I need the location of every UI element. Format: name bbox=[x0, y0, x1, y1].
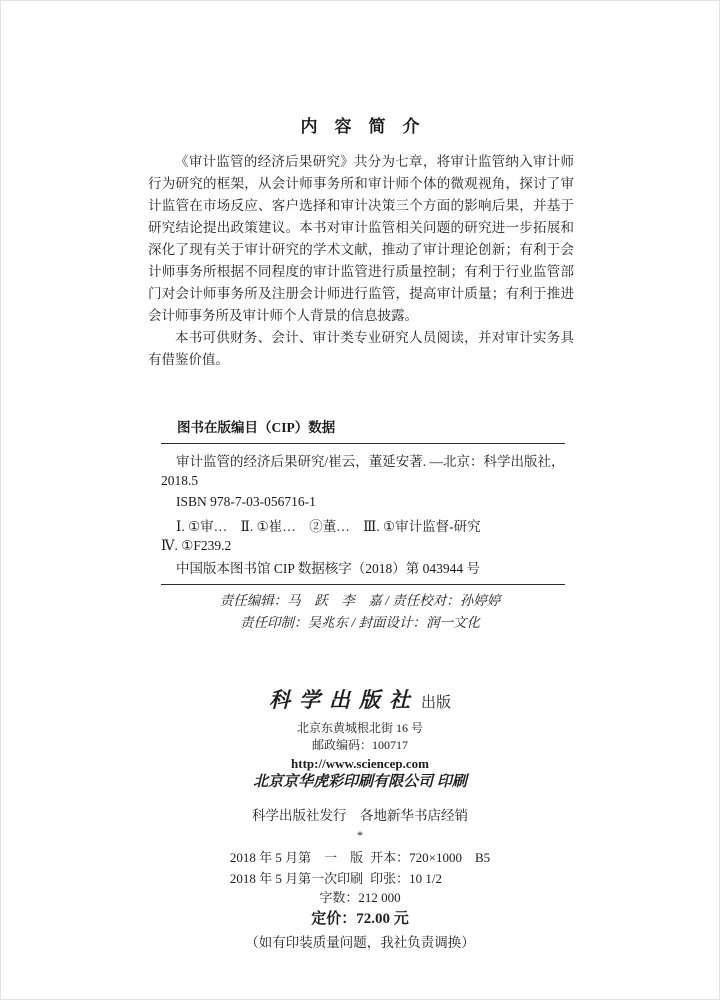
printing-date: 2018 年 5 月第一次印刷 bbox=[229, 871, 364, 886]
publisher-postcode: 邮政编码：100717 bbox=[311, 738, 408, 752]
quality-note: （如有印装质量问题，我社负责调换） bbox=[245, 935, 475, 950]
cip-record-number-line: 中国版本图书馆 CIP 数据核字（2018）第 043944 号 bbox=[176, 561, 481, 576]
printer-name: 北京京华虎彩印刷有限公司 bbox=[253, 774, 434, 790]
page-title: 内 容 简 介 bbox=[300, 117, 420, 136]
edition-date: 2018 年 5 月第 一 版 bbox=[229, 850, 364, 865]
printer-line bbox=[1, 773, 719, 792]
intro-paragraph-2: 本书可供财务、会计、审计类专业研究人员阅读，并对审计实务具有借鉴价值。 bbox=[148, 330, 574, 367]
cip-top-rule bbox=[161, 443, 565, 444]
edition-format: 开本：720×1000 B5 bbox=[370, 850, 491, 865]
edition-row-2 bbox=[230, 868, 490, 889]
separator-asterisk: * bbox=[357, 828, 363, 842]
intro-paragraph-1: 《审计监管的经济后果研究》共分为七章，将审计监管纳入审计师行为研究的框架，从会计师事务所和审计师个体的微观视角，探讨了审计监管在市场反应、客户选择和审计决策三个方面的影响后果，并基于研究结论提出政策建议。本书对审计监管相关问题的研究进一步拓展和深化了现有关于审计研究的学术文献，推动了审计理论创新；有利于会计师事务所根据不同程度的审计监管进行质量控制；有利于行业监管部门对会计师事务所及注册会计师进行监管，提高审计质量；有利于推进会计师事务所及审计师个人背景的信息披露。 bbox=[148, 154, 574, 323]
sheet-count: 印张：10 1/2 bbox=[370, 871, 442, 886]
colophon-block bbox=[1, 687, 719, 952]
word-count: 字数：212 000 bbox=[319, 890, 401, 905]
cip-classification-line: Ⅰ. ①审… Ⅱ. ①崔… ②董… Ⅲ. ①审计监督-研究 bbox=[176, 519, 481, 534]
edition-row-1 bbox=[230, 847, 490, 868]
cip-isbn-line: ISBN 978-7-03-056716-1 bbox=[176, 494, 316, 509]
cip-title-line: 审计监管的经济后果研究/崔云，董延安著. —北京：科学出版社，2018.5 bbox=[161, 454, 565, 488]
cip-block bbox=[161, 418, 565, 585]
distribution-line: 科学出版社发行 各地新华书店经销 bbox=[252, 808, 468, 823]
cip-class-number-line: Ⅳ. ①F239.2 bbox=[161, 538, 232, 553]
publisher-logo: 科学出版社 bbox=[268, 688, 419, 712]
cip-header: 图书在版编目（CIP）数据 bbox=[177, 420, 336, 435]
publisher-address: 北京东黄城根北街 16 号 bbox=[296, 721, 423, 735]
edition-table bbox=[230, 847, 490, 889]
publisher-website: http://www.sciencep.com bbox=[291, 756, 429, 771]
intro-body bbox=[148, 151, 574, 371]
credits-editors-line: 责任编辑：马 跃 李 嘉 / 责任校对：孙婷婷 bbox=[219, 593, 501, 608]
publisher-line bbox=[1, 687, 719, 716]
credits-production-line: 责任印制：吴兆东 / 封面设计：润一文化 bbox=[239, 615, 480, 630]
price: 定价：72.00 元 bbox=[311, 911, 409, 927]
printer-label: 印刷 bbox=[436, 774, 467, 790]
cip-bottom-rule bbox=[161, 584, 565, 585]
credits-block bbox=[1, 590, 719, 634]
publish-label: 出版 bbox=[420, 695, 451, 711]
